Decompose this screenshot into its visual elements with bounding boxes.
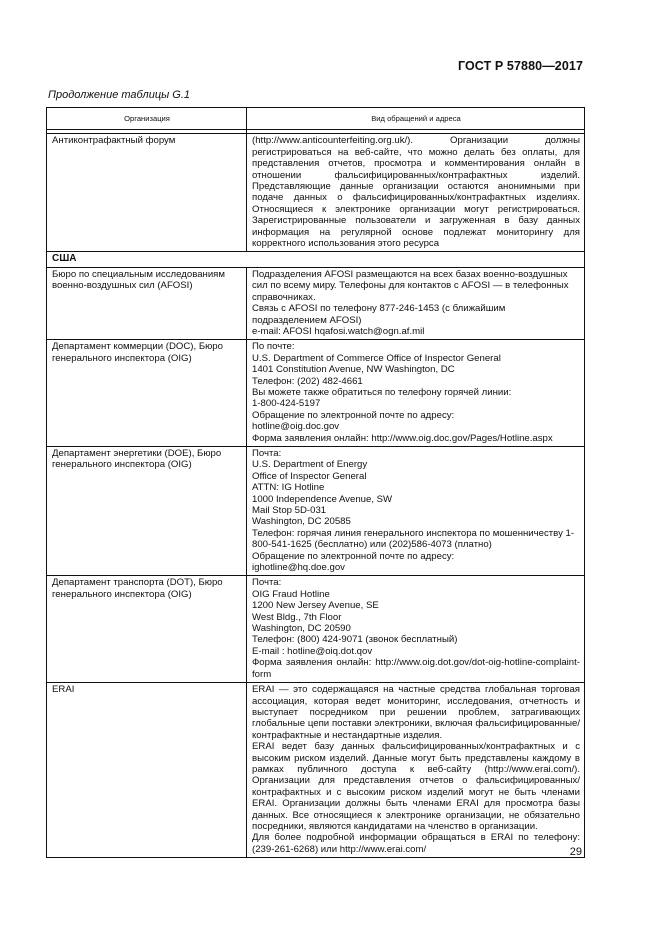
column-header-contacts: Вид обращений и адреса [247, 108, 585, 130]
contacts-cell [247, 446, 585, 575]
contact-line: Обращение по электронной почте по адресу: [252, 550, 455, 562]
contact-line: U.S. Department of Commerce Office of Inspector General [252, 352, 501, 364]
section-title: США [47, 252, 585, 267]
org-cell: ERAI [47, 683, 247, 858]
contact-line: Почта: [252, 577, 282, 589]
contact-url: Форма заявления онлайн: http://www.oig.doc.gov/Pages/Hotline.aspx [252, 432, 553, 444]
contact-phone: Телефон: (800) 424-9071 (звонок бесплатный) [252, 634, 458, 646]
contact-line: Подразделения AFOSI размещаются на всех базах военно-воздушных сил по всему миру. Телефоны для контактов с AFOSI — в телефонных справочниках. [252, 268, 569, 303]
contact-line: Вы можете также обратиться по телефону горячей линии: [252, 386, 512, 398]
contact-phone: Телефон: горячая линия генерального инспектора по мошенничеству 1-800-541-1625 (бесплатно) или (202)586-4073 (платно) [252, 527, 575, 551]
contact-email: ighotline@hq.doe.gov [252, 562, 345, 574]
column-header-organization: Организация [47, 108, 247, 130]
table-row [47, 576, 585, 683]
contact-line: 1401 Constitution Avenue, NW Washington, DC [252, 364, 455, 376]
contact-paragraph: ERAI ведет базу данных фальсифицированных/контрафактных и с высоким риском изделий. Данные могут быть представлены каждому в рамках публичного доступа к веб-сайту (http://www.erai.com/). Организации для представления отчетов о фальсифицированных/контрафактных и с высоким риском изделий могут не быть членами ERAI. Организации должны быть членами ERAI для просмотра базы данных. Все относящиеся к электронике организации, не обязательно посредники, являются кандидатами на членство в организации. [252, 741, 580, 832]
contact-line: U.S. Department of Energy [252, 459, 368, 471]
contact-line: Office of Inspector General [252, 470, 367, 482]
contact-line: West Bldg., 7th Floor [252, 611, 342, 623]
contacts-cell [247, 340, 585, 447]
contact-line: 1000 Independence Avenue, SW [252, 493, 393, 505]
table-row [47, 446, 585, 575]
contact-email: hotline@oig.doc.gov [252, 421, 340, 433]
section-row [47, 252, 585, 267]
org-cell: Департамент энергетики (DOE), Бюро генерального инспектора (OIG) [47, 446, 247, 575]
contact-phone: 1-800-424-5197 [252, 398, 321, 410]
contacts-cell [247, 683, 585, 858]
contact-line: Mail Stop 5D-031 [252, 505, 327, 516]
org-cell: Антиконтрафактный форум [47, 134, 247, 252]
contact-email: E-mail : hotline@oiq.dot.qov [252, 645, 373, 657]
contact-line: По почте: [252, 341, 295, 353]
contact-email: e-mail: AFOSI hqafosi.watch@ogn.af.mil [252, 325, 425, 337]
contacts-cell [247, 576, 585, 683]
contacts-cell [247, 267, 585, 339]
contact-paragraph: Для более подробной информации обращаться в ERAI по телефону: (239-261-6268) или http://www.erai.com/ [252, 832, 580, 855]
contact-line: Washington, DC 20590 [252, 623, 351, 635]
contact-phone: Телефон: (202) 482-4661 [252, 375, 363, 387]
table-row [47, 683, 585, 858]
contact-line: OIG Fraud Hotline [252, 588, 330, 600]
contacts-table [46, 107, 585, 858]
table-row [47, 340, 585, 447]
contact-line: 1200 New Jersey Avenue, SE [252, 600, 379, 612]
org-cell: Департамент транспорта (DOT), Бюро генерального инспектора (OIG) [47, 576, 247, 683]
contact-url: Форма заявления онлайн: http://www.oig.dot.gov/dot-oig-hotline-complaint-form [252, 657, 580, 680]
org-cell: Бюро по специальным исследованиям военно-воздушных сил (AFOSI) [47, 267, 247, 339]
table-row [47, 267, 585, 339]
contact-line: Связь с AFOSI по телефону 877-246-1453 (с ближайшим подразделением AFOSI) [252, 303, 506, 326]
contact-line: ATTN: IG Hotline [252, 482, 325, 494]
contact-line: Обращение по электронной почте по адресу: [252, 409, 455, 421]
table-header-row [47, 108, 585, 130]
contact-paragraph: ERAI — это содержащаяся на частные средства глобальная торговая ассоциация, которая ведет мониторинг, исследования, отчетность и выступает посредником при решении проблем, затрагивающих глобальные цепи поставки электроники, включая фальсифицированные/контрафактные и нестандартные изделия. [252, 684, 580, 741]
contact-line: Почта: [252, 447, 282, 459]
org-cell: Департамент коммерции (DOC), Бюро генерального инспектора (OIG) [47, 340, 247, 447]
table-row [47, 134, 585, 252]
standard-number: ГОСТ Р 57880—2017 [457, 59, 583, 73]
contact-line: Washington, DC 20585 [252, 516, 351, 528]
page-number: 29 [569, 846, 582, 858]
contacts-cell: (http://www.anticounterfeiting.org.uk/). Организации должны регистрироваться на веб-сайте, что можно делать без оплаты, для представления отчетов, просмотра и комментирования онлайн в отношении фальсифицированных/контрафактных изделий. Представляющие данные организации остаются анонимными при подаче данных о фальсифицированных/контрафактных изделиях. Относящиеся к электронике организации могут регистрироваться. Зарегистрированные пользователи и загруженная в базу данных информация на регулярной основе подлежат мониторингу для корректного использования этого ресурса [247, 134, 585, 252]
table-caption: Продолжение таблицы G.1 [48, 89, 190, 101]
